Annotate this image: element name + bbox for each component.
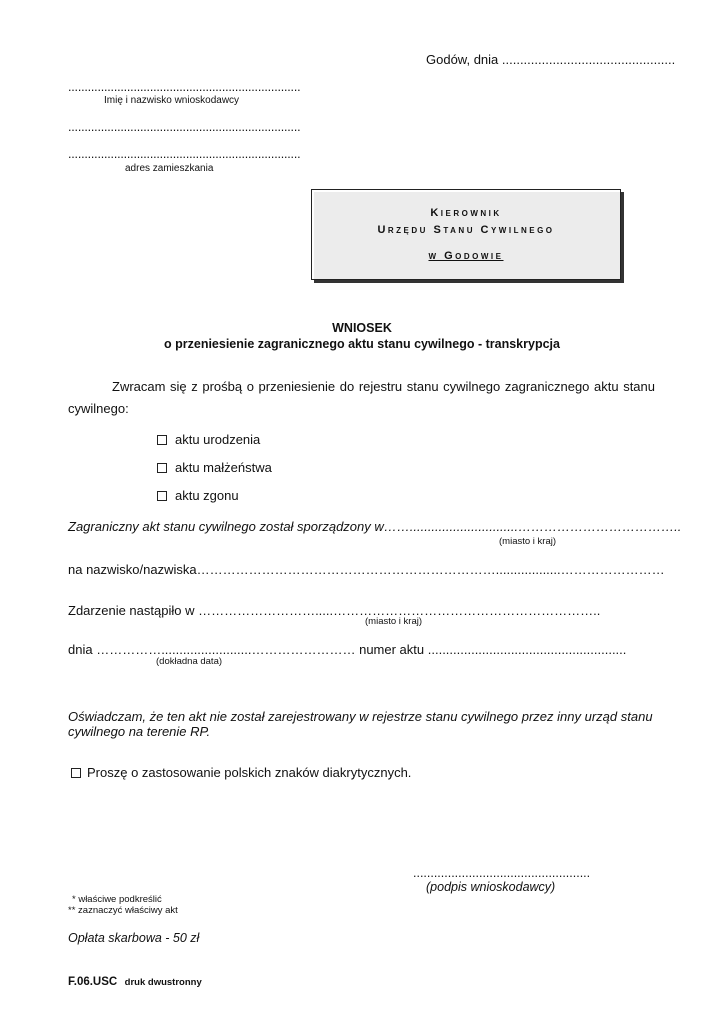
- signature-label: (podpis wnioskodawcy): [426, 880, 556, 894]
- option-marriage-act-label: aktu małżeństwa: [175, 460, 272, 475]
- recipient-line-1: Kierownik: [430, 207, 502, 219]
- recipient-box: [311, 189, 621, 280]
- checkbox-birth-act[interactable]: [157, 435, 167, 445]
- form-code: [68, 972, 202, 990]
- date-hint: (dokładna data): [156, 656, 223, 667]
- request-text-line-1: Zwracam się z prośbą o przeniesienie do rejestru stanu cywilnego zagranicznego aktu stanu: [112, 379, 655, 394]
- checkbox-marriage-act[interactable]: [157, 463, 167, 473]
- event-place-hint: (miasto i kraj): [365, 616, 423, 627]
- document-title: WNIOSEK: [332, 321, 392, 335]
- foreign-act-place-hint: (miasto i kraj): [499, 536, 557, 547]
- place-date-line[interactable]: Godów, dnia ................................................: [426, 52, 676, 67]
- form-code-note: druk dwustronny: [124, 977, 202, 988]
- diacritics-label: Proszę o zastosowanie polskich znaków diakrytycznych.: [87, 765, 412, 780]
- declaration-line-1: Oświadczam, że ten akt nie został zarejestrowany w rejestrze stanu cywilnego przez inny urząd stanu: [68, 709, 653, 724]
- address-dots-2[interactable]: .......................................................................: [68, 147, 301, 161]
- applicant-name-label: Imię i nazwisko wnioskodawcy: [104, 95, 240, 106]
- address-label: adres zamieszkania: [125, 163, 214, 174]
- signature-dots[interactable]: ...................................................: [413, 866, 591, 880]
- footnote-2: ** zaznaczyć właściwy akt: [68, 905, 178, 916]
- option-marriage-act[interactable]: [157, 460, 272, 475]
- recipient-line-2: Urzędu Stanu Cywilnego: [377, 224, 555, 236]
- date-and-number-field[interactable]: dnia …………….........................…………………… numer aktu .......................................................: [68, 642, 627, 657]
- recipient-line-3: w Godowie: [428, 250, 504, 262]
- option-death-act[interactable]: [157, 488, 239, 503]
- option-birth-act[interactable]: [157, 432, 260, 447]
- foreign-act-place-field[interactable]: Zagraniczny akt stanu cywilnego został sporządzony w……..............................………………………………..: [68, 519, 682, 534]
- option-birth-act-label: aktu urodzenia: [175, 432, 261, 447]
- checkbox-diacritics[interactable]: [71, 768, 81, 778]
- declaration-line-2: cywilnego na terenie RP.: [68, 724, 211, 739]
- fee-note: Opłata skarbowa - 50 zł: [68, 931, 200, 945]
- form-code-id: F.06.USC: [68, 976, 118, 988]
- surname-field[interactable]: na nazwisko/nazwiska……………………………………………………………..................……………………: [68, 562, 665, 577]
- event-place-field[interactable]: Zdarzenie nastąpiło w ……………………….....……………………………………………………..: [68, 603, 601, 618]
- checkbox-death-act[interactable]: [157, 491, 167, 501]
- footnote-1: * właściwe podkreślić: [72, 894, 162, 905]
- address-dots-1[interactable]: .......................................................................: [68, 120, 301, 134]
- applicant-name-dots[interactable]: .......................................................................: [68, 80, 301, 94]
- document-subtitle: o przeniesienie zagranicznego aktu stanu cywilnego - transkrypcja: [164, 337, 560, 351]
- diacritics-option[interactable]: [71, 765, 411, 780]
- option-death-act-label: aktu zgonu: [175, 488, 239, 503]
- request-text-line-2: cywilnego:: [68, 401, 129, 416]
